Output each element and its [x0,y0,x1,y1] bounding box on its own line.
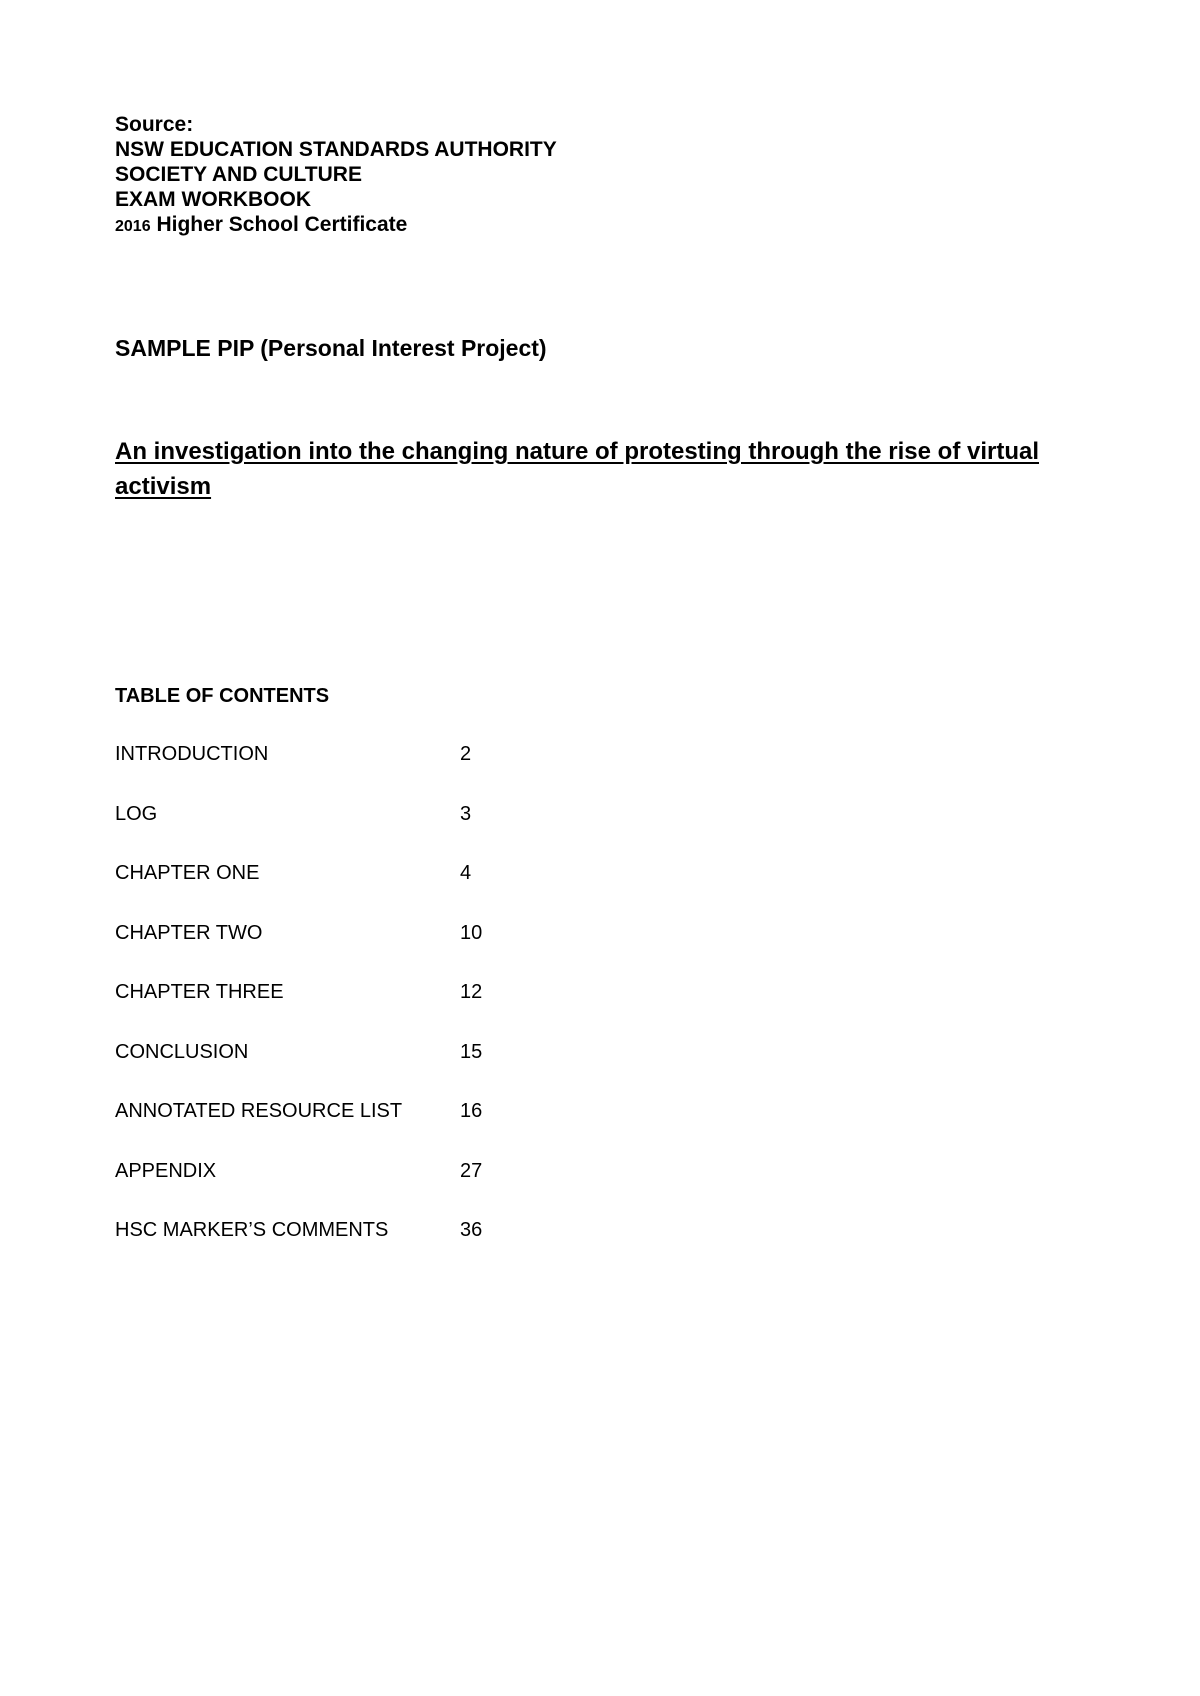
source-certificate-line [115,212,557,239]
toc-item-page: 15 [460,1040,483,1063]
toc-item-page: 3 [460,802,472,825]
toc-item-page: 36 [460,1219,483,1241]
sample-title: SAMPLE PIP (Personal Interest Project) [115,335,547,361]
toc-item-label: LOG [115,802,158,825]
toc-item-page: 12 [460,981,483,1003]
toc-item-label: HSC MARKER’S COMMENTS [115,1219,389,1241]
toc-item-appendix [115,1159,540,1219]
main-title-line-2: activism [115,473,212,500]
toc-item-chapter-one [115,861,540,921]
source-year: 2016 [115,218,151,235]
toc-item-label: CONCLUSION [115,1040,249,1063]
source-block [115,112,557,239]
toc-item-label: CHAPTER THREE [115,981,284,1003]
source-subject: SOCIETY AND CULTURE [115,163,362,186]
source-workbook: EXAM WORKBOOK [115,188,311,211]
toc-item-label: APPENDIX [115,1159,217,1182]
toc-item-page: 16 [460,1100,483,1122]
toc-item-page: 10 [460,921,483,944]
toc-item-label: CHAPTER ONE [115,862,260,884]
toc-item-label: CHAPTER TWO [115,921,263,944]
source-label: Source: [115,113,194,136]
main-title-line-1: An investigation into the changing nature of protesting through the rise of virtual [115,438,1040,465]
toc-item-page: 2 [460,743,472,765]
toc-item-page: 4 [460,862,472,884]
toc-heading: TABLE OF CONTENTS [115,685,330,707]
toc-item-hsc-markers-comments [115,1218,540,1278]
toc-item-log [115,802,540,862]
toc-item-label: INTRODUCTION [115,743,269,765]
source-authority: NSW EDUCATION STANDARDS AUTHORITY [115,138,557,161]
toc-item-conclusion [115,1040,540,1100]
toc-item-chapter-three [115,980,540,1040]
toc-item-introduction [115,742,540,802]
toc-item-page: 27 [460,1159,483,1182]
toc-item-chapter-two [115,921,540,981]
source-certificate: Higher School Certificate [156,213,408,236]
toc-item-label: ANNOTATED RESOURCE LIST [115,1100,403,1122]
toc-item-annotated-resource-list [115,1099,540,1159]
table-of-contents [115,742,540,1278]
main-title [115,434,1095,504]
